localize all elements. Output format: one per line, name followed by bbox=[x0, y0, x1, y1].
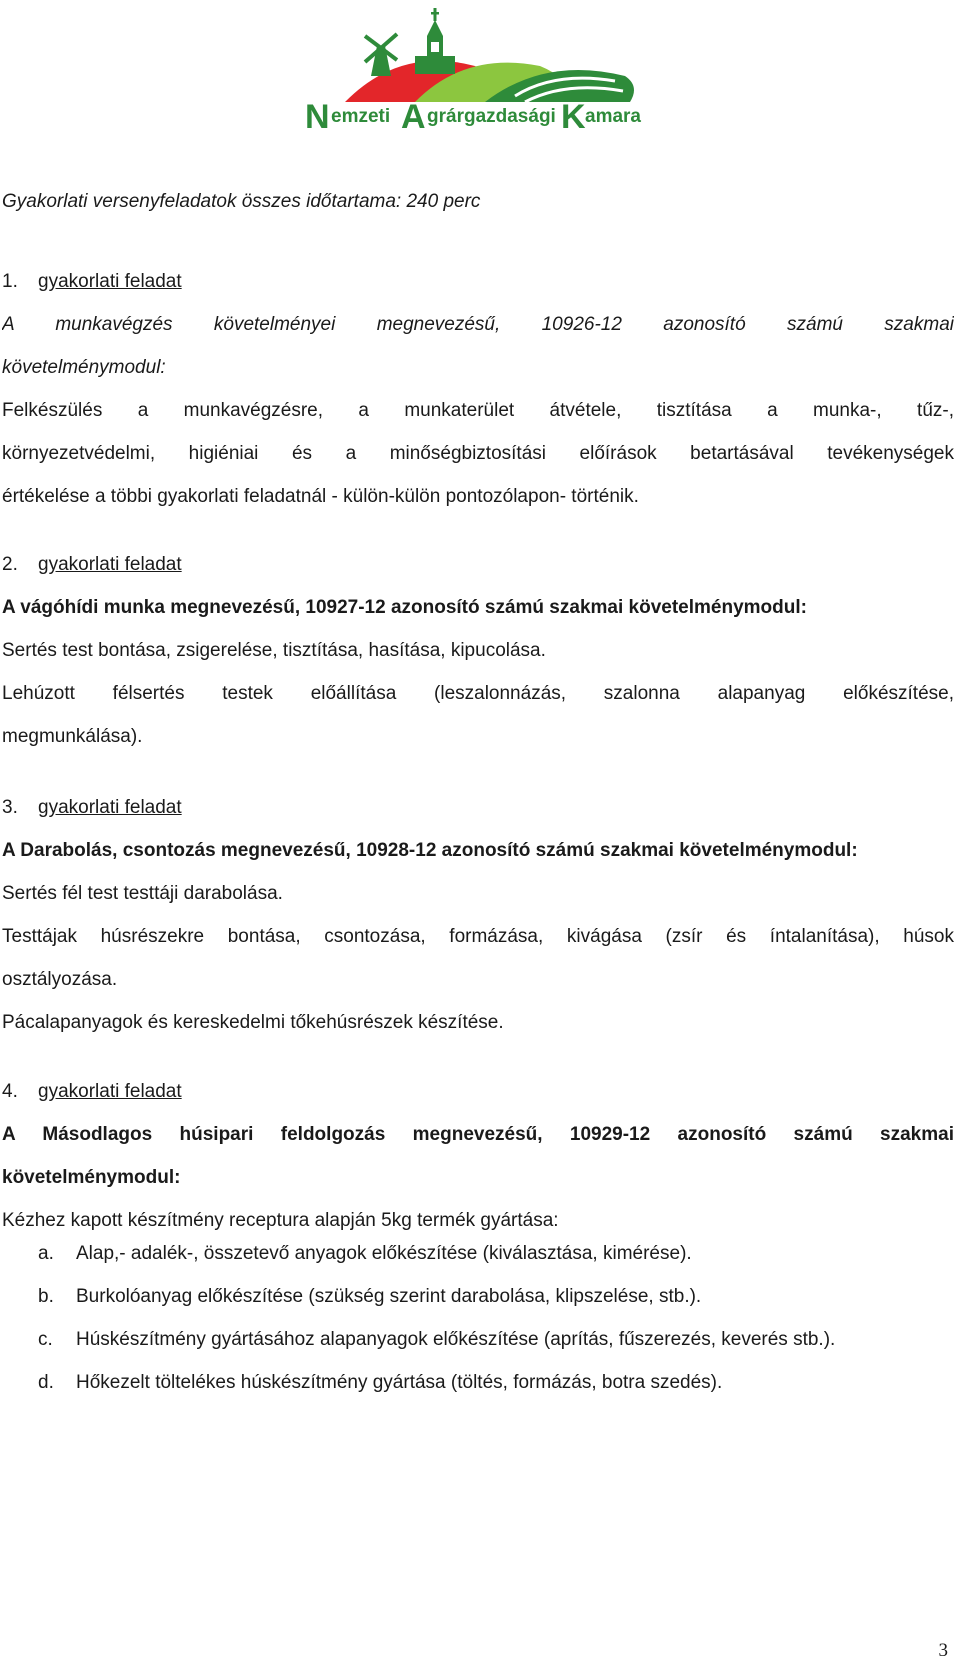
section-4-task-list bbox=[2, 1232, 954, 1404]
section-1-module-line-2: követelménymodul: bbox=[2, 357, 166, 378]
section-1-heading bbox=[2, 260, 954, 303]
logo-text-amara: amara bbox=[585, 106, 641, 127]
section-3-heading bbox=[2, 786, 954, 829]
section-2-module: A vágóhídi munka megnevezésű, 10927-12 azonosító számú szakmai követelménymodul: bbox=[2, 597, 807, 618]
section-2-paragraph-1: Sertés test bontása, zsigerelése, tisztítása, hasítása, kipucolása. bbox=[2, 640, 546, 661]
section-1-number: 1. bbox=[2, 271, 18, 292]
section-1-module-line-1: A munkavégzés követelményei megnevezésű, 10926-12 azonosító számú szakmai bbox=[2, 314, 954, 335]
section-1-paragraph-line-3: értékelése a többi gyakorlati feladatnál - külön-külön pontozólapon- történik. bbox=[2, 486, 639, 507]
section-3-paragraph-2-line-2: osztályozása. bbox=[2, 969, 118, 990]
logo-letter-k: K bbox=[561, 98, 586, 132]
section-3-paragraph-3: Pácalapanyagok és kereskedelmi tőkehúsrészek készítése. bbox=[2, 1012, 504, 1033]
section-1-paragraph-line-1: Felkészülés a munkavégzésre, a munkaterület átvétele, tisztítása a munka-, tűz-, bbox=[2, 400, 954, 421]
section-1-title: gyakorlati feladat bbox=[38, 271, 182, 292]
section-1-paragraph-line-2: környezetvédelmi, higiéniai és a minőségbiztosítási előírások betartásával tevékenységek bbox=[2, 443, 954, 464]
section-4-heading bbox=[2, 1070, 954, 1113]
section-1 bbox=[2, 260, 954, 518]
section-3-paragraph-1: Sertés fél test testtáji darabolása. bbox=[2, 883, 283, 904]
section-4-number: 4. bbox=[2, 1081, 18, 1102]
logo-letter-a: A bbox=[401, 98, 426, 132]
list-item-text: Alap,- adalék-, összetevő anyagok előkészítése (kiválasztása, kimérése). bbox=[76, 1243, 692, 1264]
section-2-number: 2. bbox=[2, 554, 18, 575]
section-2-paragraph-2-line-1: Lehúzott félsertés testek előállítása (leszalonnázás, szalonna alapanyag előkészítése, bbox=[2, 683, 954, 704]
list-item-marker: d. bbox=[38, 1372, 54, 1393]
section-4-paragraph-1: Kézhez kapott készítmény receptura alapján 5kg termék gyártása: bbox=[2, 1210, 559, 1231]
logo-text-emzeti: emzeti bbox=[331, 106, 391, 127]
logo-letter-n: N bbox=[305, 98, 330, 132]
list-item-marker: c. bbox=[38, 1329, 53, 1350]
page-number: 3 bbox=[938, 1640, 948, 1661]
section-3-number: 3. bbox=[2, 797, 18, 818]
list-item bbox=[2, 1232, 954, 1275]
section-4 bbox=[2, 1070, 954, 1242]
list-item bbox=[2, 1275, 954, 1318]
section-2 bbox=[2, 543, 954, 758]
section-3-module: A Darabolás, csontozás megnevezésű, 10928-12 azonosító számú szakmai követelménymodul: bbox=[2, 840, 858, 861]
list-item bbox=[2, 1361, 954, 1404]
section-2-title: gyakorlati feladat bbox=[38, 554, 182, 575]
list-item-text: Hőkezelt töltelékes húskészítmény gyártása (töltés, formázás, botra szedés). bbox=[76, 1372, 723, 1393]
list-item-marker: a. bbox=[38, 1243, 54, 1264]
section-4-module-line-2: követelménymodul: bbox=[2, 1167, 181, 1188]
chamber-logo bbox=[305, 6, 660, 132]
section-4-title: gyakorlati feladat bbox=[38, 1081, 182, 1102]
total-duration: Gyakorlati versenyfeladatok összes időtartama: 240 perc bbox=[2, 191, 481, 212]
section-2-heading bbox=[2, 543, 954, 586]
section-3-title: gyakorlati feladat bbox=[38, 797, 182, 818]
list-item-text: Húskészítmény gyártásához alapanyagok előkészítése (aprítás, fűszerezés, keverés stb.). bbox=[76, 1329, 836, 1350]
list-item-marker: b. bbox=[38, 1286, 54, 1307]
logo-graphic bbox=[305, 6, 660, 132]
section-2-paragraph-2-line-2: megmunkálása). bbox=[2, 726, 143, 747]
section-3 bbox=[2, 786, 954, 1044]
list-item bbox=[2, 1318, 954, 1361]
list-item-text: Burkolóanyag előkészítése (szükség szerint darabolása, klipszelése, stb.). bbox=[76, 1286, 702, 1307]
section-4-module-line-1: A Másodlagos húsipari feldolgozás megnevezésű, 10929-12 azonosító számú szakmai bbox=[2, 1124, 954, 1145]
section-3-paragraph-2-line-1: Testtájak húsrészekre bontása, csontozása, formázása, kivágása (zsír és íntalanítása), húsok bbox=[2, 926, 954, 947]
logo-text-grar: grárgazdasági bbox=[427, 106, 556, 127]
